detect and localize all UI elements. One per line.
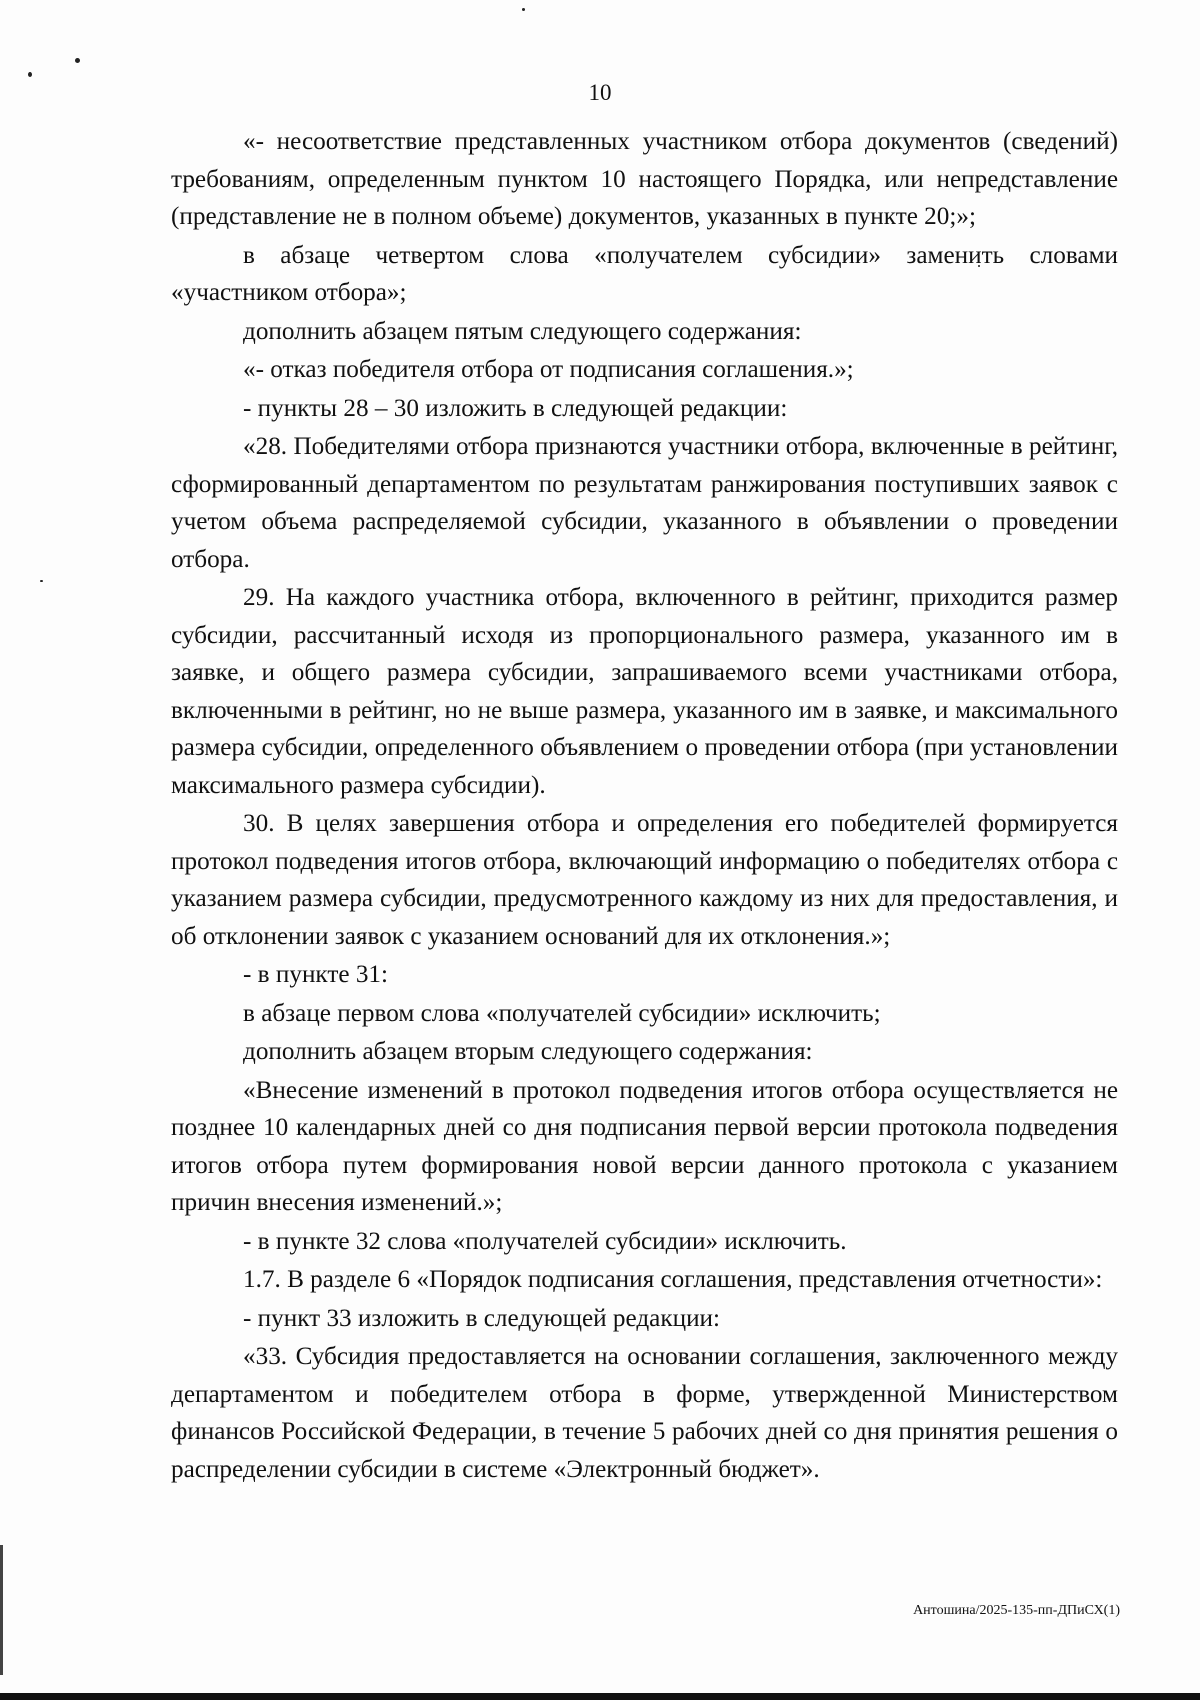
paragraph: - пункты 28 – 30 изложить в следующей редакции: [243, 394, 788, 422]
paragraph: «- отказ победителя отбора от подписания соглашения.»; [243, 356, 854, 383]
page-number: 10 [588, 80, 612, 105]
paragraph: в абзаце первом слова «получателей субсидии» исключить; [243, 999, 881, 1027]
paragraph: «Внесение изменений в протокол подведения итогов отбора осуществляется не позднее 10 календарных дней со дня подписания первой версии протокола подведения итогов отбора путем формирования новой версии данного протокола с указанием причин внесения изменений.»; [171, 1076, 1118, 1216]
paragraph: - пункт 33 изложить в следующей редакции: [243, 1304, 721, 1332]
paragraph: - в пункте 32 слова «получателей субсидии» исключить. [243, 1227, 847, 1255]
paragraph: 30. В целях завершения отбора и определения его победителей формируется протокол подведения итогов отбора, включающий информацию о победителях отбора с указанием размера субсидии, предусмотренного каждому из них для предоставления, и об отклонении заявок с указанием оснований для их отклонения.»; [171, 810, 1118, 950]
scan-edge [0, 1693, 1200, 1700]
document-body [171, 123, 1118, 1488]
paragraph: - в пункте 31: [243, 961, 389, 988]
paragraph: в абзаце четвертом слова «получателем субсидии» заменить словами «участником отбора»; [171, 241, 1118, 306]
scan-speck [28, 72, 32, 77]
paragraph: «- несоответствие представленных участником отбора документов (сведений) требованиям, определенным пунктом 10 настоящего Порядка, или непредставление (представление не в полном объеме) документов, указанных в пункте 20;»; [171, 128, 1118, 230]
scan-edge [0, 1545, 3, 1675]
scan-speck [75, 58, 80, 63]
paragraph: дополнить абзацем вторым следующего содержания: [243, 1038, 813, 1065]
paragraph: 1.7. В разделе 6 «Порядок подписания соглашения, представления отчетности»: [243, 1266, 1103, 1293]
paragraph: 29. На каждого участника отбора, включенного в рейтинг, приходится размер субсидии, рассчитанный исходя из пропорционального размера, указанного им в заявке, и общего размера субсидии, запрашиваемого всеми участниками отбора, включенными в рейтинг, но не выше размера, указанного им в заявке, и максимального размера субсидии, определенного объявлением о проведении отбора (при установлении максимального размера субсидии). [171, 584, 1118, 799]
scan-speck [40, 580, 43, 582]
document-code: Антошина/2025-135-пп-ДПиСХ(1) [913, 1603, 1120, 1618]
paragraph: дополнить абзацем пятым следующего содержания: [243, 317, 802, 345]
paragraph: «33. Субсидия предоставляется на основании соглашения, заключенного между департаментом и победителем отбора в форме, утвержденной Министерством финансов Российской Федерации, в течение 5 рабочих дней со дня принятия решения о распределении субсидии в системе «Электронный бюджет». [171, 1343, 1118, 1483]
scan-speck [522, 8, 525, 11]
paragraph: «28. Победителями отбора признаются участники отбора, включенные в рейтинг, сформированный департаментом по результатам ранжирования поступивших заявок с учетом объема распределяемой субсидии, указанного в объявлении о проведении отбора. [171, 433, 1118, 573]
